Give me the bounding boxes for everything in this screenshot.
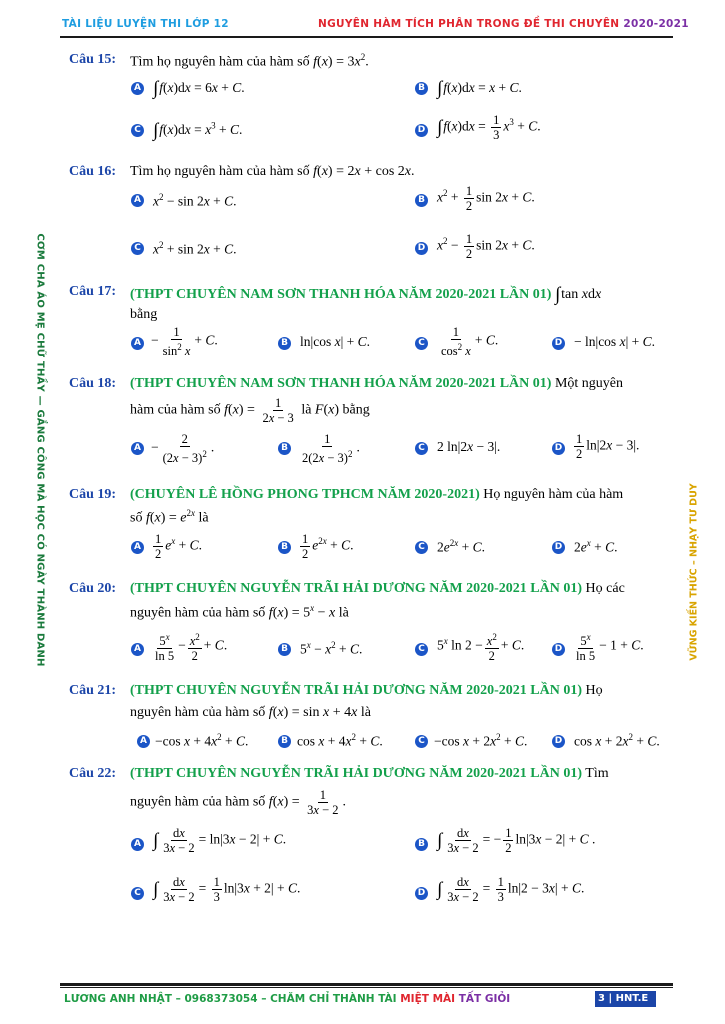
question-text: (THPT CHUYÊN NGUYỄN TRÃI HẢI DƯƠNG NĂM 2020-2021 LẦN 01) Tìm — [130, 766, 609, 781]
header-rule — [60, 36, 673, 38]
option-c-badge[interactable]: C — [131, 242, 144, 255]
option-a-badge[interactable]: A — [131, 337, 144, 350]
question-text-cont: hàm của hàm số f(x) = $\frac{1}{2x - 3}$ là F(x) bằng — [130, 396, 370, 425]
option-c: $2e^{2x} + C$. — [437, 538, 486, 555]
option-a-badge[interactable]: A — [131, 194, 144, 207]
question-label: Câu 17: — [69, 284, 117, 299]
footer-rule-thin — [60, 987, 673, 988]
option-b-badge[interactable]: B — [415, 838, 428, 851]
option-d-badge[interactable]: D — [552, 541, 565, 554]
question-text: (THPT CHUYÊN NGUYỄN TRÃI HẢI DƯƠNG NĂM 2020-2021 LẦN 01) Họ các — [130, 581, 625, 596]
question-source: (THPT CHUYÊN NAM SƠN THANH HÓA NĂM 2020-2021 LẦN 01) — [130, 376, 552, 391]
option-b: ∫ $\frac{dx}{3x - 2}$ = − $\frac{1}{2}$ ln|3x − 2| + C . — [437, 826, 596, 855]
question-label: Câu 20: — [69, 581, 117, 596]
option-d: − ln|cos x| + C. — [574, 334, 656, 349]
option-a: ∫f(x)dx = 6x + C. — [153, 78, 245, 99]
question-source: (THPT CHUYÊN NGUYỄN TRÃI HẢI DƯƠNG NĂM 2020-2021 LẦN 01) — [130, 683, 583, 698]
question-text: Tìm họ nguyên hàm của hàm số $f(x) = 3x^2$. — [130, 52, 369, 70]
option-d-badge[interactable]: D — [552, 735, 565, 748]
option-b-badge[interactable]: B — [278, 541, 291, 554]
option-b: $\frac{1}{2}$ $e^{2x} + C$. — [302, 532, 354, 561]
option-b: $\cos x + 4x^2 + C$. — [297, 732, 383, 749]
option-b-badge[interactable]: B — [278, 735, 291, 748]
question-label: Câu 19: — [69, 487, 117, 502]
question-label: Câu 15: — [69, 52, 117, 67]
option-c-badge[interactable]: C — [131, 124, 144, 137]
option-d: $x^2$ − $\frac{1}{2}$ sin 2x + C. — [437, 232, 535, 261]
option-d-badge[interactable]: D — [415, 124, 428, 137]
option-a: $\frac{5^x}{\ln 5}$ − $\frac{x^2}{2}$ + C. — [155, 632, 228, 664]
option-b-badge[interactable]: B — [278, 643, 291, 656]
option-d-badge[interactable]: D — [552, 337, 565, 350]
option-d-badge[interactable]: D — [415, 887, 428, 900]
option-a-badge[interactable]: A — [131, 838, 144, 851]
option-a: − $\frac{2}{(2x - 3)^2}$ . — [151, 432, 215, 466]
header-topic: NGUYÊN HÀM TÍCH PHÂN TRONG ĐỀ THI CHUYÊN — [318, 18, 620, 30]
option-a-badge[interactable]: A — [137, 735, 150, 748]
option-b: $x^2$ + $\frac{1}{2}$ sin 2x + C. — [437, 184, 535, 213]
option-a: ∫ $\frac{dx}{3x - 2}$ = ln|3x − 2| + C. — [153, 826, 287, 855]
question-text-cont: bằng — [130, 307, 158, 322]
footer-text: LƯƠNG ANH NHẬT – 0968373054 – CHĂM CHỈ THÀNH TÀI MIỆT MÀI TẤT GIỎI — [64, 993, 511, 1005]
side-banner-right — [683, 472, 705, 672]
question-source: (CHUYÊN LÊ HỒNG PHONG TPHCM NĂM 2020-2021) — [130, 487, 480, 502]
option-a: −cos $x + 4x^2 + C$. — [155, 732, 249, 749]
option-a-badge[interactable]: A — [131, 442, 144, 455]
option-d: $\frac{5^x}{\ln 5}$ − 1 + C. — [576, 632, 644, 664]
option-b: ∫f(x)dx = x + C. — [437, 78, 522, 99]
option-b-badge[interactable]: B — [278, 337, 291, 350]
question-label: Câu 18: — [69, 376, 117, 391]
question-text: Tìm họ nguyên hàm của hàm số f(x) = 2x + cos 2x. — [130, 164, 415, 179]
question-text-cont: số $f(x) = e^{2x}$ là — [130, 508, 209, 526]
option-c-badge[interactable]: C — [415, 541, 428, 554]
question-source: (THPT CHUYÊN NGUYỄN TRÃI HẢI DƯƠNG NĂM 2020-2021 LẦN 01) — [130, 766, 583, 781]
question-label: Câu 22: — [69, 766, 117, 781]
question-text: (THPT CHUYÊN NAM SƠN THANH HÓA NĂM 2020-2021 LẦN 01) ∫tan xdx — [130, 284, 602, 305]
option-a-badge[interactable]: A — [131, 643, 144, 656]
option-a-badge[interactable]: A — [131, 82, 144, 95]
option-c-badge[interactable]: C — [131, 887, 144, 900]
question-text: (THPT CHUYÊN NGUYỄN TRÃI HẢI DƯƠNG NĂM 2020-2021 LẦN 01) Họ — [130, 683, 603, 698]
option-b-badge[interactable]: B — [278, 442, 291, 455]
header-title-left: TÀI LIỆU LUYỆN THI LỚP 12 — [62, 18, 229, 30]
option-c-badge[interactable]: C — [415, 442, 428, 455]
header-year: 2020-2021 — [623, 18, 689, 30]
option-c-badge[interactable]: C — [415, 643, 428, 656]
header-title-right — [318, 18, 689, 30]
side-banner-left-text: CƠM CHA ÁO MẸ CHỮ THẦY — GẮNG CÔNG MÀ HỌC CÓ NGÀY THÀNH DANH — [34, 233, 46, 667]
option-d: ∫f(x)dx = $\frac{1}{3}$ $x^3 + C$. — [437, 113, 541, 142]
option-d: ∫ $\frac{dx}{3x - 2}$ = $\frac{1}{3}$ ln|2 − 3x| + C. — [437, 875, 585, 904]
question-text: (CHUYÊN LÊ HỒNG PHONG TPHCM NĂM 2020-2021) Họ nguyên hàm của hàm — [130, 487, 624, 502]
option-c: −cos $x + 2x^2 + C$. — [434, 732, 528, 749]
option-a-badge[interactable]: A — [131, 541, 144, 554]
page-number: 3 | HNT.E — [595, 991, 656, 1007]
option-d: $2e^x + C$. — [574, 538, 618, 555]
question-text-cont: nguyên hàm của hàm số $f(x) = 5^x - x$ là — [130, 603, 349, 621]
option-c: ∫ $\frac{dx}{3x - 2}$ = $\frac{1}{3}$ ln|3x + 2| + C. — [153, 875, 301, 904]
option-d-badge[interactable]: D — [552, 643, 565, 656]
option-b: $\frac{1}{2(2x - 3)^2}$ . — [302, 432, 360, 466]
option-c: $\int f(x)dx = x^3 + C$. — [153, 120, 243, 141]
question-source: (THPT CHUYÊN NGUYỄN TRÃI HẢI DƯƠNG NĂM 2020-2021 LẦN 01) — [130, 581, 583, 596]
option-d: $\frac{1}{2}$ ln|2x − 3|. — [576, 432, 640, 461]
question-label: Câu 21: — [69, 683, 117, 698]
side-banner-left — [30, 233, 50, 667]
footer-rule — [60, 983, 673, 986]
option-d-badge[interactable]: D — [552, 442, 565, 455]
option-b: $5^x - x^2 + C$. — [300, 640, 363, 657]
side-banner-right-text: VỮNG KIẾN THỨC – NHẠY TƯ DUY — [688, 483, 700, 661]
question-text: (THPT CHUYÊN NAM SƠN THANH HÓA NĂM 2020-2021 LẦN 01) Một nguyên — [130, 376, 623, 391]
option-b-badge[interactable]: B — [415, 194, 428, 207]
option-d: $\cos x + 2x^2 + C$. — [574, 732, 660, 749]
option-c: $\frac{1}{\cos^2 x}$ + C. — [441, 325, 499, 359]
option-a: $x^2 - \sin 2x + C$. — [153, 192, 237, 209]
option-a: $\frac{1}{2}$ $e^x + C$. — [155, 532, 203, 561]
question-text-cont: nguyên hàm của hàm số f(x) = $\frac{1}{3x - 2}$ . — [130, 788, 347, 817]
option-c: 2 ln|2x − 3|. — [437, 439, 501, 454]
question-source: (THPT CHUYÊN NAM SƠN THANH HÓA NĂM 2020-2021 LẦN 01) — [130, 287, 552, 303]
option-c-badge[interactable]: C — [415, 735, 428, 748]
question-label: Câu 16: — [69, 164, 117, 179]
option-c: $x^2 + \sin 2x + C$. — [153, 240, 237, 257]
question-text-cont: nguyên hàm của hàm số f(x) = sin x + 4x là — [130, 705, 371, 720]
option-b-badge[interactable]: B — [415, 82, 428, 95]
option-a: − $\frac{1}{\sin^2 x}$ + C. — [151, 325, 218, 359]
option-d-badge[interactable]: D — [415, 242, 428, 255]
option-c: 5$^x$ ln 2 − $\frac{x^2}{2}$ + C. — [437, 632, 525, 664]
option-c-badge[interactable]: C — [415, 337, 428, 350]
option-b: ln|cos x| + C. — [300, 334, 371, 349]
